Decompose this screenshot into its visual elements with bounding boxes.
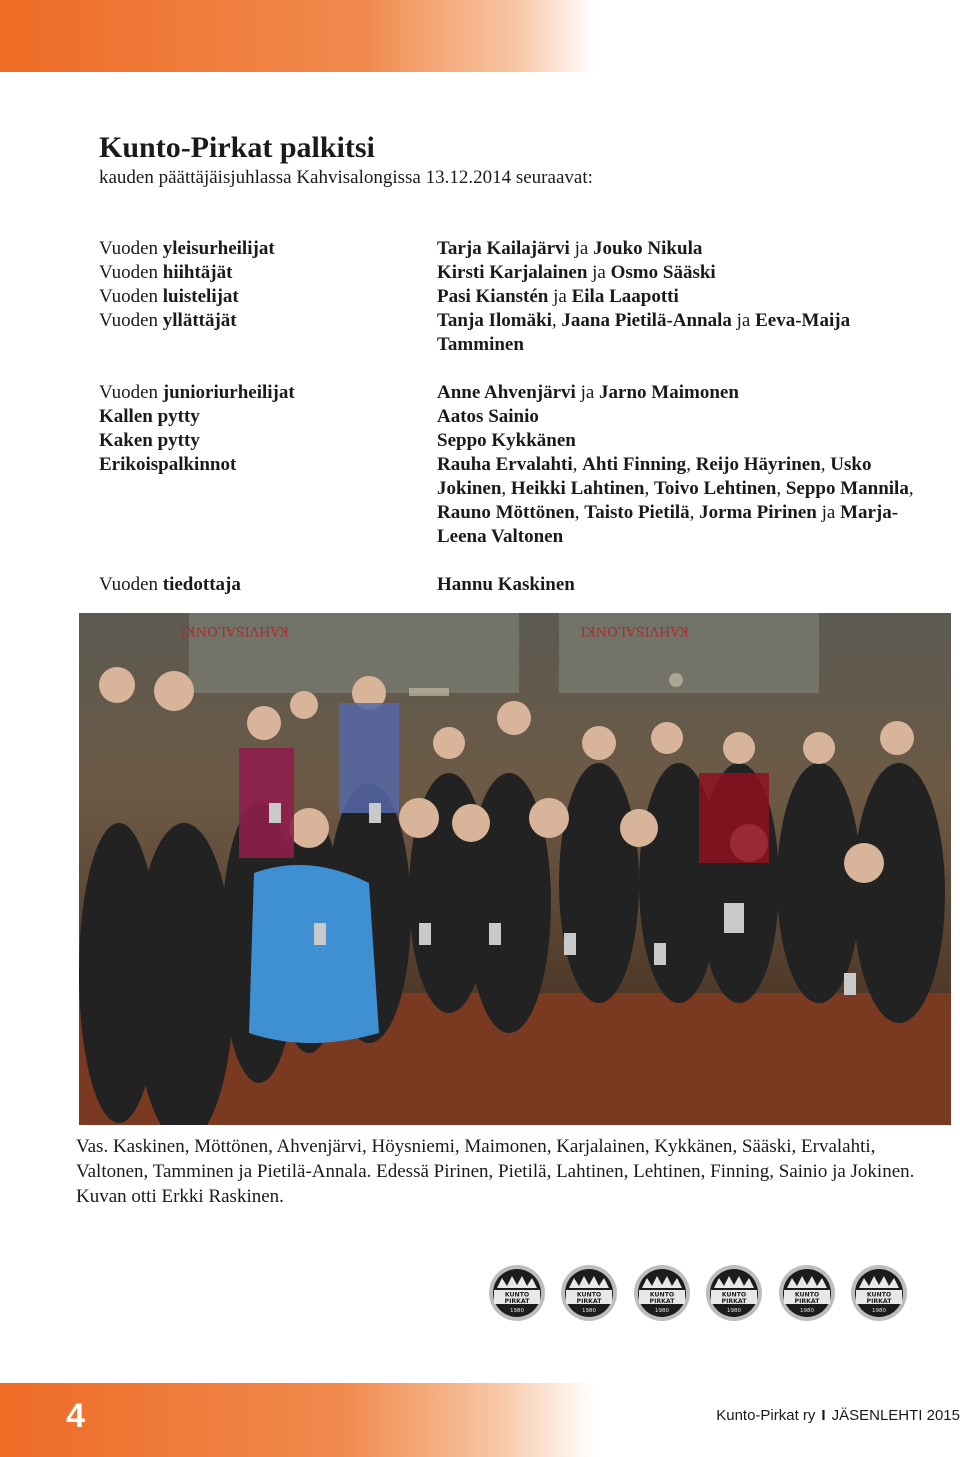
- award-label-title: hiihtäjät: [162, 262, 233, 283]
- award-winner-name: Aatos Sainio: [437, 406, 539, 427]
- award-label-prefix: Vuoden: [99, 382, 163, 403]
- kunto-pirkat-logo: [488, 1264, 546, 1322]
- logo-text-line1: KUNTO: [577, 1291, 602, 1299]
- award-label-prefix: Vuoden: [99, 574, 163, 595]
- award-label-title: tiedottaja: [162, 574, 241, 595]
- award-winner-name: Usko Jokinen: [437, 454, 872, 499]
- award-winner-name: Jorma Pirinen: [699, 502, 817, 523]
- award-winner-name: Eeva-Maija Tamminen: [437, 310, 851, 355]
- logo-year: 1980: [871, 1308, 886, 1314]
- award-label-prefix: Vuoden: [99, 286, 163, 307]
- footer-publication-title: JÄSENLEHTI 2015: [831, 1407, 960, 1424]
- award-label: [99, 453, 437, 477]
- award-winner-separator: ,: [908, 478, 914, 499]
- award-winners: [437, 429, 927, 453]
- award-winner-name: Taisto Pietilä: [584, 502, 690, 523]
- award-label-title: yleisurheilijat: [162, 238, 275, 259]
- award-row: [99, 309, 929, 357]
- award-winner-separator: ,: [501, 478, 511, 499]
- logo-text-line1: KUNTO: [504, 1291, 530, 1299]
- award-label-title: Erikoispalkinnot: [99, 454, 237, 475]
- logo-text-line2: PIRKAT: [649, 1298, 675, 1305]
- award-label-title: luistelijat: [162, 286, 239, 307]
- kunto-pirkat-logo: [633, 1264, 691, 1322]
- logo-text-line1: KUNTO: [866, 1291, 892, 1299]
- award-winner-name: Rauno Möttönen: [437, 502, 575, 523]
- award-label: [99, 573, 437, 597]
- award-label: [99, 285, 437, 309]
- award-winner-name: Marja-Leena Valtonen: [437, 502, 899, 547]
- award-winner-name: Tanja Ilomäki: [437, 310, 552, 331]
- award-label-title: junioriurheilijat: [162, 382, 295, 403]
- award-winner-name: Tarja Kailajärvi: [437, 238, 570, 259]
- photo-sign-left: KAHVISALONKI: [180, 623, 289, 638]
- award-row: [99, 285, 929, 309]
- photo-caption: Vas. Kaskinen, Möttönen, Ahvenjärvi, Höysniemi, Maimonen, Karjalainen, Kykkänen, Sääski, Ervalahti, Valtonen, Tamminen ja Pietilä-Annala. Edessä Pirinen, Pietilä, Lahtinen, Lehtinen, Finning, Sainio ja Jokinen. Kuvan otti Erkki Raskinen.: [76, 1136, 915, 1207]
- award-label-prefix: Vuoden: [99, 238, 163, 259]
- award-row: [99, 261, 929, 285]
- kunto-pirkat-logo: [560, 1264, 618, 1322]
- award-row: [99, 381, 929, 405]
- award-row: [99, 429, 929, 453]
- award-winner-name: Ahti Finning: [582, 454, 687, 475]
- award-winner-name: Kirsti Karjalainen: [437, 262, 588, 283]
- award-winner-separator: ja: [575, 382, 600, 403]
- award-winner-name: Toivo Lehtinen: [654, 478, 777, 499]
- kunto-pirkat-logo: [705, 1264, 763, 1322]
- award-winners: [437, 237, 927, 261]
- award-winner-name: Heikki Lahtinen: [510, 478, 645, 499]
- group-photo: [79, 613, 951, 1125]
- award-winner-separator: ja: [816, 502, 841, 523]
- award-winners: [437, 285, 927, 309]
- award-winner-name: Jaana Pietilä-Annala: [561, 310, 732, 331]
- footer-publication: [716, 1406, 960, 1426]
- kunto-pirkat-logo: [850, 1264, 908, 1322]
- award-label-title: Kallen pytty: [99, 406, 200, 427]
- award-winner-name: Pasi Kianstén: [437, 286, 549, 307]
- award-label-prefix: Vuoden: [99, 310, 163, 331]
- award-winners: [437, 261, 927, 285]
- award-row: [99, 237, 929, 261]
- award-winner-name: Jouko Nikula: [593, 238, 703, 259]
- award-winner-separator: ,: [551, 310, 562, 331]
- award-winner-name: Hannu Kaskinen: [437, 574, 575, 595]
- award-winner-separator: ,: [820, 454, 831, 475]
- logo-text-line1: KUNTO: [649, 1291, 674, 1299]
- award-winner-name: Seppo Kykkänen: [437, 430, 576, 451]
- logo-text-line2: PIRKAT: [576, 1298, 602, 1305]
- award-winner-separator: ,: [574, 502, 585, 523]
- award-winners: [437, 381, 927, 405]
- award-label-title: yllättäjät: [162, 310, 237, 331]
- award-label: [99, 237, 437, 261]
- award-winner-separator: ja: [548, 286, 572, 307]
- award-label: [99, 429, 437, 453]
- award-row: [99, 405, 929, 429]
- header-band: [0, 0, 960, 72]
- award-winner-name: Rauha Ervalahti: [437, 454, 573, 475]
- award-winner-name: Anne Ahvenjärvi: [437, 382, 576, 403]
- logo-year: 1980: [799, 1308, 814, 1314]
- footer-separator: I: [821, 1407, 826, 1424]
- award-label: [99, 309, 437, 333]
- award-winner-separator: ,: [776, 478, 786, 499]
- award-label: [99, 405, 437, 429]
- award-winner-separator: ,: [644, 478, 654, 499]
- logo-text-line1: KUNTO: [794, 1291, 819, 1299]
- group-photo-illustration: [79, 613, 951, 1125]
- logo-year: 1980: [510, 1308, 524, 1314]
- award-label-prefix: Vuoden: [99, 262, 163, 283]
- award-winner-separator: ,: [572, 454, 583, 475]
- kunto-pirkat-logo: [778, 1264, 836, 1322]
- logo-text-line2: PIRKAT: [794, 1298, 820, 1305]
- logo-text-line2: PIRKAT: [721, 1298, 747, 1305]
- award-winners: [437, 453, 927, 549]
- award-winners: [437, 405, 927, 429]
- logo-year: 1980: [727, 1308, 742, 1314]
- logo-row: [488, 1264, 908, 1322]
- award-winner-name: Jarno Maimonen: [599, 382, 739, 403]
- logo-year: 1980: [582, 1308, 597, 1314]
- photo-sign-right: KAHVISALONKI: [580, 623, 689, 638]
- award-winner-separator: ,: [689, 502, 700, 523]
- award-winner-name: Reijo Häyrinen: [695, 454, 821, 475]
- page-subtitle: kauden päättäjäisjuhlassa Kahvisalongissa 13.12.2014 seuraavat:: [99, 167, 593, 188]
- award-winners: [437, 573, 927, 597]
- award-winner-name: Eila Laapotti: [571, 286, 679, 307]
- award-row: [99, 453, 929, 549]
- award-winners: [437, 309, 927, 357]
- logo-text-line1: KUNTO: [721, 1291, 747, 1299]
- award-winner-name: Seppo Mannila: [785, 478, 909, 499]
- award-label: [99, 381, 437, 405]
- award-winner-separator: ja: [731, 310, 756, 331]
- page-title: Kunto-Pirkat palkitsi: [99, 131, 375, 164]
- award-label-title: Kaken pytty: [99, 430, 200, 451]
- award-winner-separator: ja: [569, 238, 594, 259]
- award-winner-separator: ja: [587, 262, 611, 283]
- award-winner-name: Osmo Sääski: [610, 262, 716, 283]
- logo-text-line2: PIRKAT: [504, 1298, 530, 1305]
- page-number: 4: [66, 1397, 85, 1435]
- award-label: [99, 261, 437, 285]
- logo-year: 1980: [654, 1308, 669, 1314]
- logo-text-line2: PIRKAT: [866, 1298, 892, 1305]
- award-row: [99, 573, 929, 597]
- award-winner-separator: ,: [686, 454, 696, 475]
- awards-list: [99, 237, 929, 597]
- footer-org: Kunto-Pirkat ry: [716, 1407, 816, 1424]
